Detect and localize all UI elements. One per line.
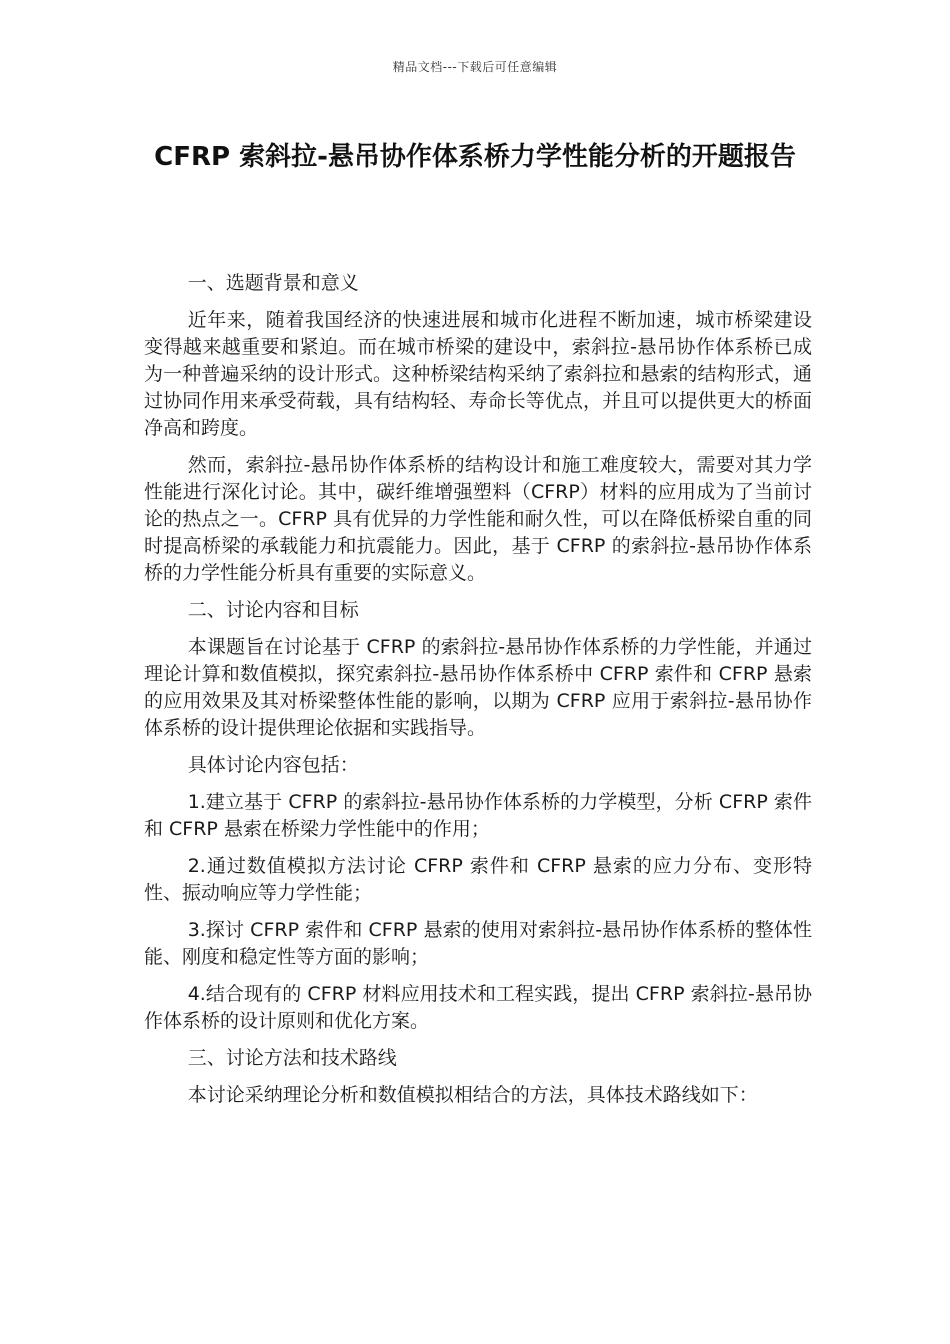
document-title: CFRP 索斜拉-悬吊协作体系桥力学性能分析的开题报告 <box>154 142 796 172</box>
paragraph-background-2: 然而，索斜拉-悬吊协作体系桥的结构设计和施工难度较大，需要对其力学性能进行深化讨论。其中，碳纤维增强塑料（CFRP）材料的应用成为了当前讨论的热点之一。CFRP 具有优异的力学性能和耐久性，可以在降低桥梁自重的同时提高桥梁的承载能力和抗震能力。因此，基于 CFRP 的索斜拉-悬吊协作体系桥的力学性能分析具有重要的实际意义。 <box>144 454 812 584</box>
paragraph-content-goals-1: 本课题旨在讨论基于 CFRP 的索斜拉-悬吊协作体系桥的力学性能，并通过理论计算和数值模拟，探究索斜拉-悬吊协作体系桥中 CFRP 索件和 CFRP 悬索的应用效果及其对桥梁整体性能的影响，以期为 CFRP 应用于索斜拉-悬吊协作体系桥的设计提供理论依据和实践指导。 <box>144 636 812 739</box>
list-item-content-1: 1.建立基于 CFRP 的索斜拉-悬吊协作体系桥的力学模型，分析 CFRP 索件和 CFRP 悬索在桥梁力学性能中的作用； <box>144 791 812 840</box>
section-heading-methods: 三、讨论方法和技术路线 <box>187 1047 397 1069</box>
section-heading-content-goals: 二、讨论内容和目标 <box>187 599 359 621</box>
list-item-content-2: 2.通过数值模拟方法讨论 CFRP 索件和 CFRP 悬索的应力分布、变形特性、振动响应等力学性能； <box>144 855 812 904</box>
list-item-content-4: 4.结合现有的 CFRP 材料应用技术和工程实践，提出 CFRP 索斜拉-悬吊协作体系桥的设计原则和优化方案。 <box>144 983 812 1032</box>
section-heading-background: 一、选题背景和意义 <box>187 272 359 294</box>
page-header-note: 精品文档---下载后可任意编辑 <box>392 60 558 74</box>
paragraph-methods-1: 本讨论采纳理论分析和数值模拟相结合的方法，具体技术路线如下： <box>187 1084 758 1106</box>
paragraph-background-1: 近年来，随着我国经济的快速进展和城市化进程不断加速，城市桥梁建设变得越来越重要和紧迫。而在城市桥梁的建设中，索斜拉-悬吊协作体系桥已成为一种普遍采纳的设计形式。这种桥梁结构采纳了索斜拉和悬索的结构形式，通过协同作用来承受荷载，具有结构轻、寿命长等优点，并且可以提供更大的桥面净高和跨度。 <box>144 309 812 439</box>
document-body <box>144 270 812 1119</box>
paragraph-content-goals-2: 具体讨论内容包括： <box>187 754 359 776</box>
list-item-content-3: 3.探讨 CFRP 索件和 CFRP 悬索的使用对索斜拉-悬吊协作体系桥的整体性能、刚度和稳定性等方面的影响； <box>144 919 812 968</box>
